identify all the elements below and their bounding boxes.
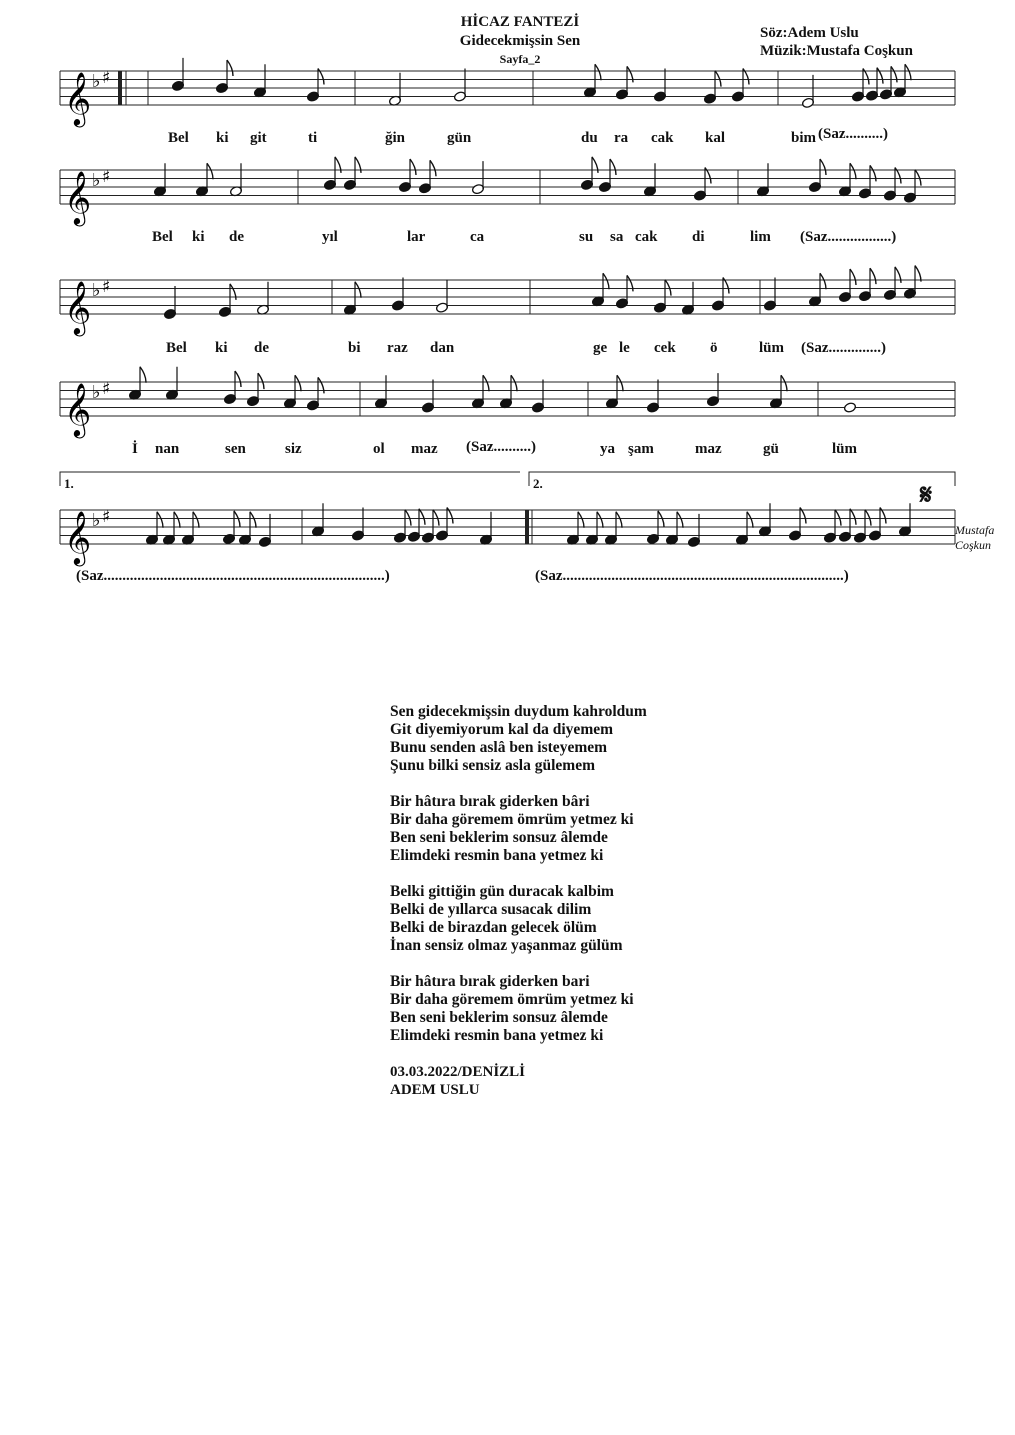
- lyric-syllable: de: [229, 229, 244, 245]
- note-flag: [295, 375, 301, 391]
- note-flag: [677, 512, 683, 528]
- segno-sign: 𝄋: [920, 480, 933, 511]
- poem-line: Belki gittiğin gün duracak kalbim: [390, 883, 614, 900]
- note-flag: [355, 282, 361, 298]
- note-flag: [405, 510, 411, 526]
- flat-accidental: ♭: [92, 71, 101, 92]
- lyric-syllable: su: [579, 229, 594, 245]
- makam-title: HİCAZ FANTEZİ: [460, 14, 580, 30]
- sharp-accidental: ♯: [102, 167, 111, 187]
- treble-clef: 𝄞: [64, 170, 92, 224]
- note-flag: [781, 375, 787, 391]
- saz-interlude: (Saz..............): [801, 340, 886, 356]
- poem-line: Şunu bilki sensiz asla gülemem: [390, 757, 595, 774]
- lyric-syllable: ki: [215, 340, 228, 356]
- note-flag: [511, 375, 517, 391]
- note-flag: [578, 512, 584, 528]
- poem-line: Bir hâtıra bırak giderken bâri: [390, 793, 590, 810]
- lyric-syllable: ö: [710, 340, 718, 356]
- saz-interlude: (Saz.................): [800, 229, 897, 245]
- note-flag: [870, 268, 876, 284]
- lyric-syllable: ra: [614, 130, 629, 146]
- lyric-syllable: nan: [155, 441, 180, 457]
- lyric-syllable: lüm: [832, 441, 858, 457]
- note-flag: [430, 160, 436, 176]
- treble-clef: 𝄞: [64, 280, 92, 334]
- lyric-syllable: şam: [628, 441, 654, 457]
- lyric-syllable: cek: [654, 340, 676, 356]
- saz-interlude: (Saz...........................................................................): [535, 568, 849, 584]
- lyric-syllable: lim: [750, 229, 771, 245]
- song-title: Gidecekmişsin Sen: [459, 33, 581, 49]
- poem-line: İnan sensiz olmaz yaşanmaz gülüm: [390, 937, 623, 954]
- note-flag: [595, 64, 601, 80]
- composer: Müzik:Mustafa Coşkun: [760, 43, 913, 59]
- poem-stanza: [390, 973, 647, 1045]
- music-score: [0, 0, 1015, 600]
- note-flag: [157, 512, 163, 528]
- treble-clef: 𝄞: [64, 510, 92, 564]
- note-flag: [877, 68, 883, 84]
- lyric-syllable: yıl: [322, 229, 338, 245]
- lyric-syllable: siz: [285, 441, 302, 457]
- poem-stanza: [390, 793, 647, 865]
- lyric-syllable: ol: [373, 441, 385, 457]
- lyric-syllable: ti: [308, 130, 318, 146]
- lyric-syllable: dan: [430, 340, 455, 356]
- lyric-syllable: de: [254, 340, 269, 356]
- poem-stanza: [390, 883, 647, 955]
- date-place: 03.03.2022/DENİZLİ: [390, 1064, 526, 1080]
- lyric-syllable: maz: [695, 441, 722, 457]
- treble-clef: 𝄞: [64, 71, 92, 125]
- lyric-syllable: cak: [651, 130, 674, 146]
- note-flag: [410, 159, 416, 175]
- lyric-syllable: İ: [132, 441, 138, 457]
- note-flag: [227, 60, 233, 76]
- lyric-syllable: lar: [407, 229, 426, 245]
- note-flag: [715, 71, 721, 87]
- note-flag: [747, 512, 753, 528]
- note-flag: [820, 273, 826, 289]
- lyric-syllable: bi: [348, 340, 361, 356]
- note-flag: [258, 373, 264, 389]
- lyricist: Söz:Adem Uslu: [760, 25, 859, 41]
- note-flag: [235, 371, 241, 387]
- poem-line: Belki de birazdan gelecek ölüm: [390, 919, 597, 936]
- note-flag: [207, 163, 213, 179]
- note-flag: [617, 375, 623, 391]
- poem-line: Bir daha göremem ömrüm yetmez ki: [390, 991, 634, 1008]
- volta-bracket: [60, 472, 520, 486]
- note-flag: [419, 509, 425, 525]
- note-flag: [603, 273, 609, 289]
- sharp-accidental: ♯: [102, 68, 111, 88]
- note-flag: [174, 512, 180, 528]
- lyric-syllable: du: [581, 130, 598, 146]
- lyric-syllable: ğin: [385, 130, 406, 146]
- note-flag: [193, 512, 199, 528]
- poem-line: Ben seni beklerim sonsuz âlemde: [390, 829, 608, 846]
- note-flag: [915, 266, 921, 282]
- note-flag: [850, 269, 856, 285]
- author-name: ADEM USLU: [390, 1082, 480, 1098]
- poem-line: Sen gidecekmişsin duydum kahroldum: [390, 703, 647, 720]
- note-flag: [597, 512, 603, 528]
- volta-second-ending: 2.: [533, 476, 543, 491]
- poem-line: Elimdeki resmin bana yetmez ki: [390, 847, 604, 864]
- lyric-syllable: raz: [387, 340, 408, 356]
- poem-footer: [390, 1063, 525, 1099]
- note-flag: [250, 512, 256, 528]
- poem-stanza: [390, 703, 647, 775]
- sharp-accidental: ♯: [102, 507, 111, 527]
- lyric-syllable: ki: [216, 130, 229, 146]
- flat-accidental: ♭: [92, 382, 101, 403]
- lyric-syllable: Bel: [166, 340, 187, 356]
- note-flag: [610, 159, 616, 175]
- poem-line: Ben seni beklerim sonsuz âlemde: [390, 1009, 608, 1026]
- poem-line: Bir hâtıra bırak giderken bari: [390, 973, 590, 990]
- note-flag: [915, 170, 921, 186]
- flat-accidental: ♭: [92, 510, 101, 531]
- lyric-syllable: Bel: [168, 130, 189, 146]
- poem-lyrics: [390, 703, 647, 1063]
- lyric-syllable: gün: [447, 130, 472, 146]
- note-flag: [140, 367, 146, 383]
- note-flag: [616, 512, 622, 528]
- lyric-syllable: lüm: [759, 340, 785, 356]
- volta-bracket: [529, 472, 955, 486]
- poem-line: Bunu senden aslâ ben isteyemem: [390, 739, 608, 756]
- lyric-syllable: ki: [192, 229, 205, 245]
- lyric-syllable: gü: [763, 441, 779, 457]
- flat-accidental: ♭: [92, 280, 101, 301]
- saz-interlude: (Saz..........): [466, 439, 536, 455]
- lyric-syllable: kal: [705, 130, 726, 146]
- lyric-syllable: Bel: [152, 229, 173, 245]
- signature-line: Coşkun: [955, 538, 991, 552]
- sharp-accidental: ♯: [102, 277, 111, 297]
- composer-signature: [955, 523, 994, 553]
- note-flag: [820, 159, 826, 175]
- note-flag: [850, 509, 856, 525]
- note-flag: [850, 163, 856, 179]
- lyric-syllable: cak: [635, 229, 658, 245]
- note-flag: [433, 510, 439, 526]
- lyric-syllable: le: [619, 340, 630, 356]
- poem-line: Elimdeki resmin bana yetmez ki: [390, 1027, 604, 1044]
- lyric-syllable: di: [692, 229, 705, 245]
- lyric-syllable: bim: [791, 130, 817, 146]
- poem-line: Bir daha göremem ömrüm yetmez ki: [390, 811, 634, 828]
- note-flag: [905, 64, 911, 80]
- note-flag: [865, 510, 871, 526]
- note-head: [843, 402, 856, 413]
- lyric-syllable: ca: [470, 229, 485, 245]
- sharp-accidental: ♯: [102, 379, 111, 399]
- signature-line: Mustafa: [955, 523, 995, 537]
- lyric-syllable: ge: [593, 340, 608, 356]
- poem-line: Belki de yıllarca susacak dilim: [390, 901, 592, 918]
- lyric-syllable: sa: [610, 229, 624, 245]
- repeat-bar: [118, 71, 122, 105]
- lyric-syllable: ya: [600, 441, 615, 457]
- treble-clef: 𝄞: [64, 382, 92, 436]
- note-flag: [835, 510, 841, 526]
- note-flag: [665, 280, 671, 296]
- lyric-syllable: maz: [411, 441, 438, 457]
- volta-first-ending: 1.: [64, 476, 74, 491]
- lyric-syllable: git: [250, 130, 267, 146]
- flat-accidental: ♭: [92, 170, 101, 191]
- lyric-syllable: sen: [225, 441, 246, 457]
- repeat-bar: [525, 510, 529, 544]
- poem-line: Git diyemiyorum kal da diyemem: [390, 721, 614, 738]
- saz-interlude: (Saz...........................................................................): [76, 568, 390, 584]
- saz-interlude: (Saz..........): [818, 126, 888, 142]
- note-flag: [483, 375, 489, 391]
- page-label: Sayfa_2: [499, 52, 541, 66]
